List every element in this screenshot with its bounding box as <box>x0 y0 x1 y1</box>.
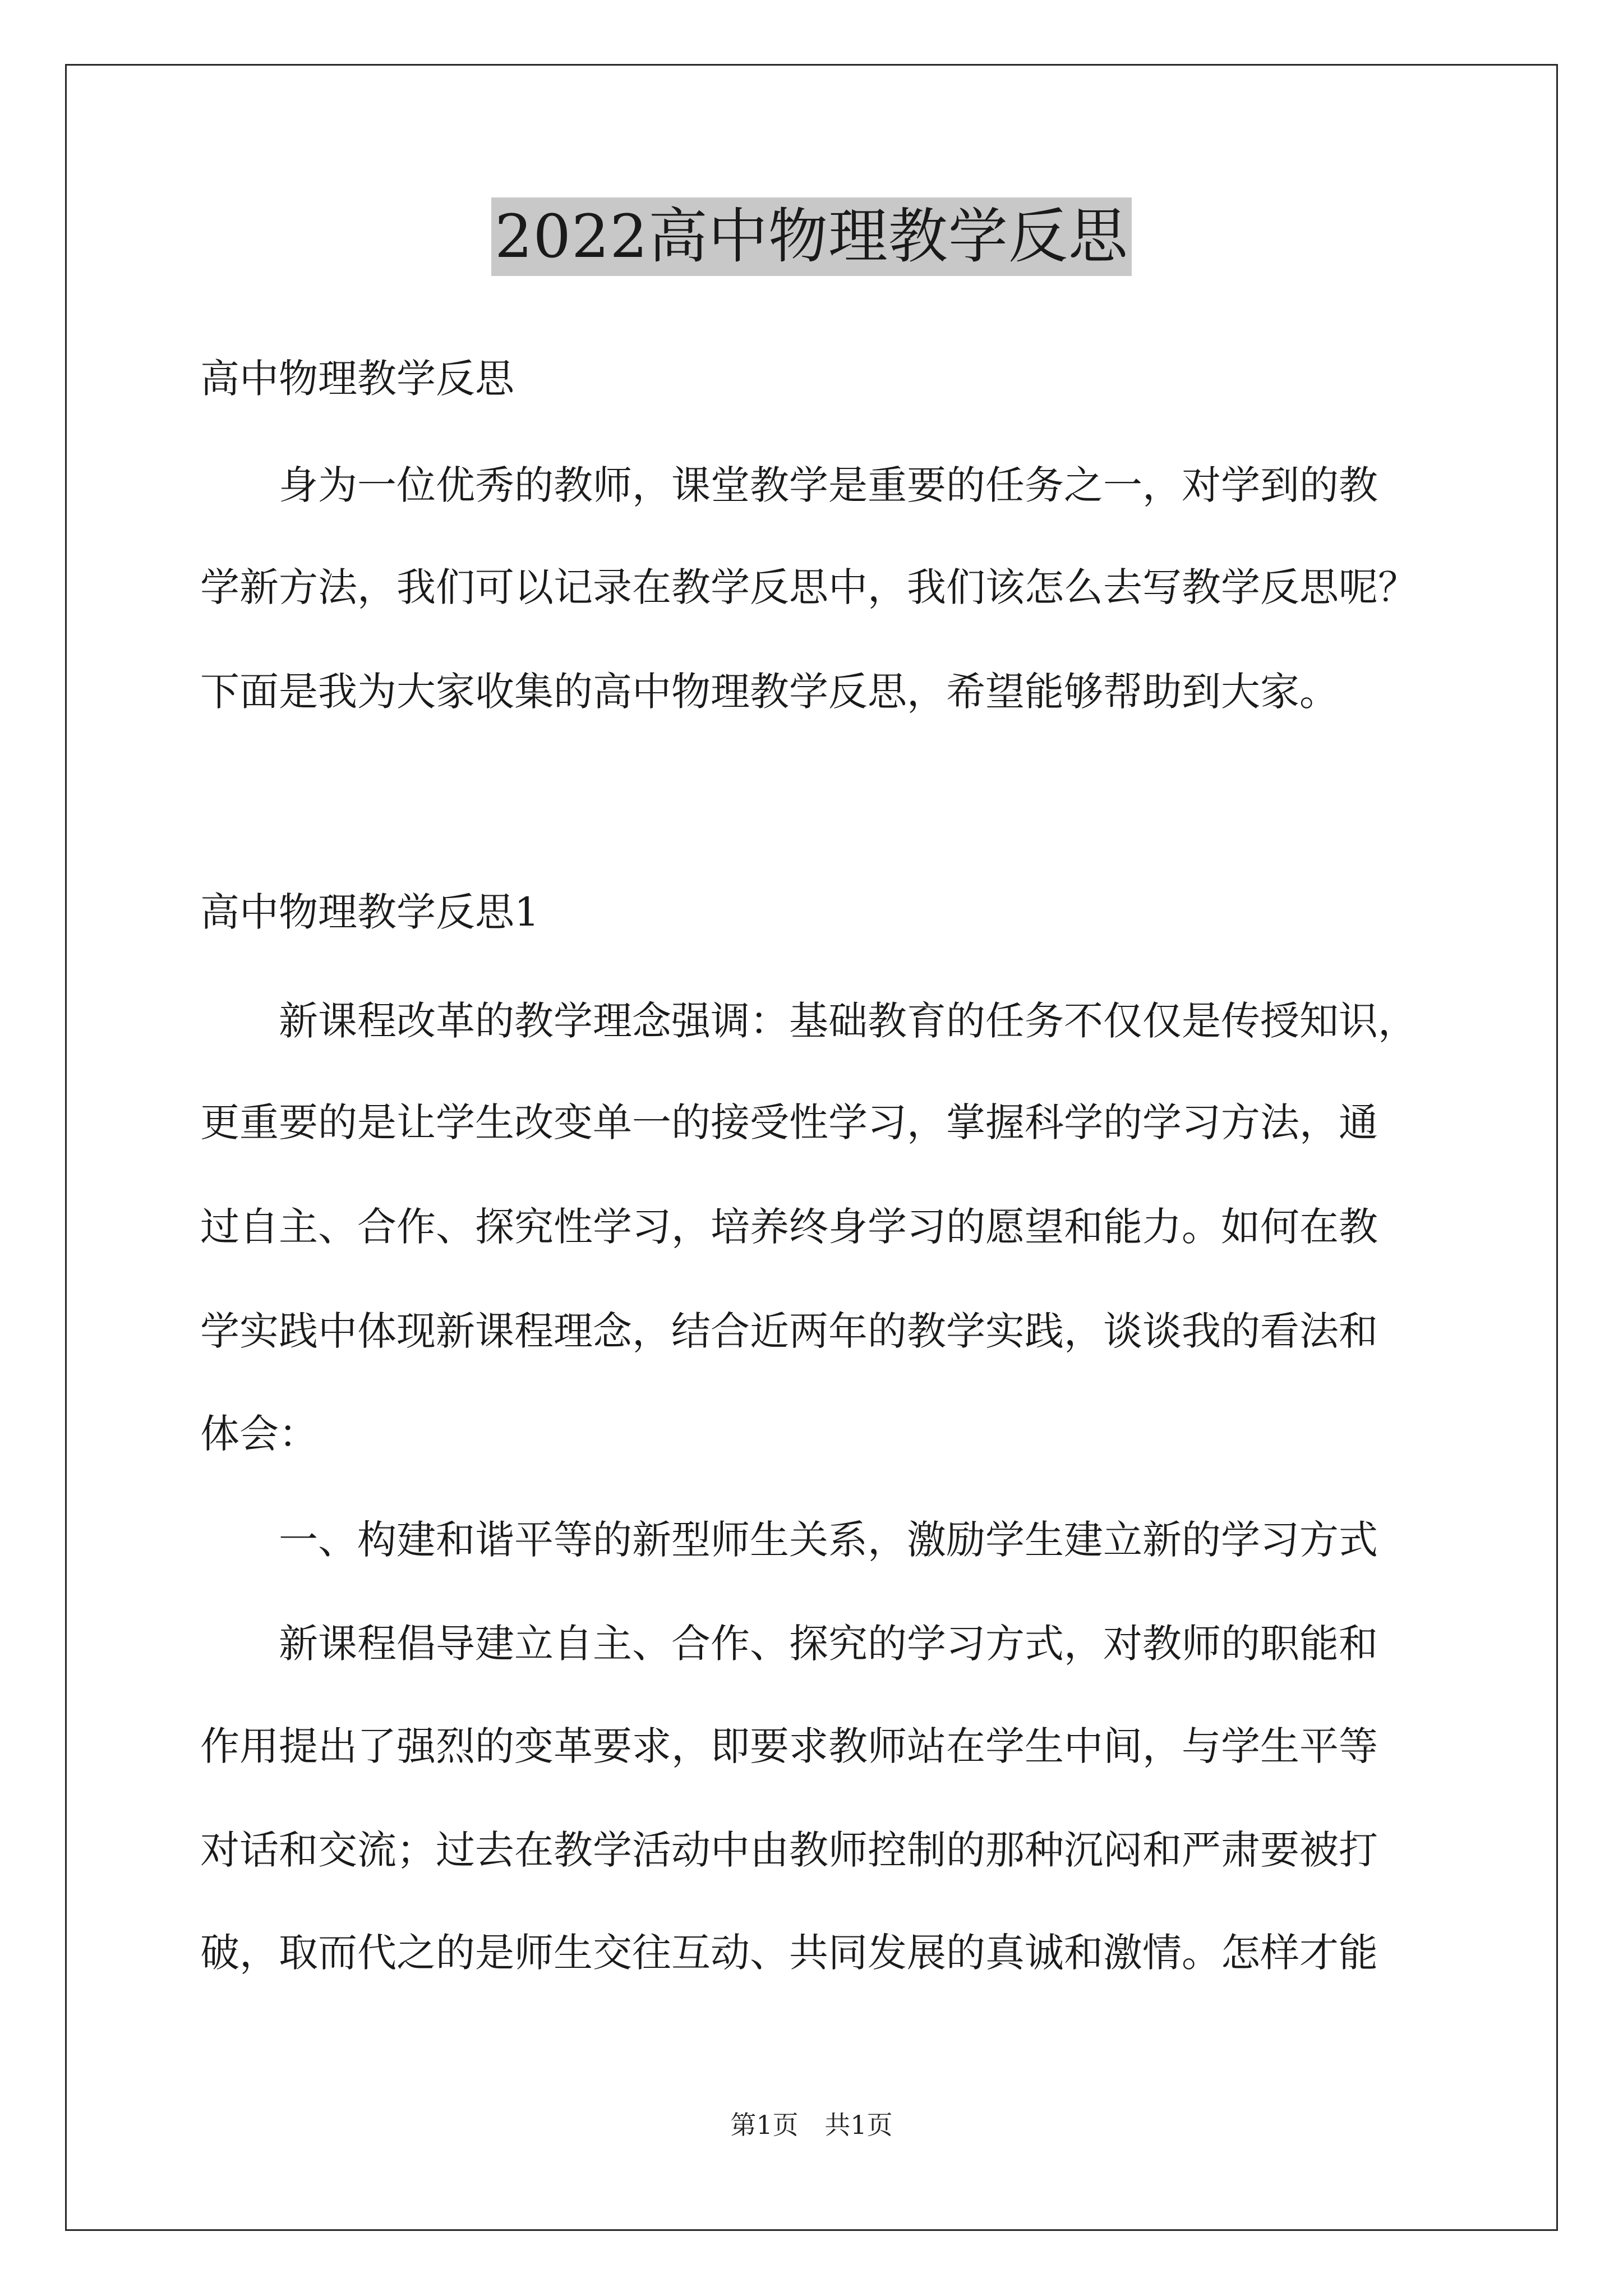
title-container <box>0 197 1623 276</box>
page-footer <box>0 2105 1623 2142</box>
paragraph-line: 学新方法，我们可以记录在教学反思中，我们该怎么去写教学反思呢？ <box>200 564 1417 610</box>
paragraph-line: 过自主、合作、探究性学习，培养终身学习的愿望和能力。如何在教 <box>200 1204 1378 1250</box>
paragraph-line: 身为一位优秀的教师，课堂教学是重要的任务之一，对学到的教 <box>279 462 1378 508</box>
paragraph-line: 学实践中体现新课程理念，结合近两年的教学实践，谈谈我的看法和 <box>200 1308 1378 1354</box>
paragraph-line: 作用提出了强烈的变革要求，即要求教师站在学生中间，与学生平等 <box>200 1723 1378 1769</box>
subsection-heading: 一、构建和谐平等的新型师生关系，激励学生建立新的学习方式 <box>279 1517 1378 1563</box>
paragraph-line: 新课程倡导建立自主、合作、探究的学习方式，对教师的职能和 <box>279 1621 1378 1667</box>
heading-line: 高中物理教学反思 <box>200 356 514 402</box>
paragraph-line: 下面是我为大家收集的高中物理教学反思，希望能够帮助到大家。 <box>200 669 1339 715</box>
paragraph-line: 对话和交流；过去在教学活动中由教师控制的那种沉闷和严肃要被打 <box>200 1827 1378 1873</box>
paragraph-line: 体会： <box>200 1411 318 1457</box>
page-number: 第1页 <box>730 2110 799 2140</box>
paragraph-line: 新课程改革的教学理念强调：基础教育的任务不仅仅是传授知识， <box>279 998 1417 1044</box>
section-heading: 高中物理教学反思1 <box>200 889 540 935</box>
paragraph-line: 破，取而代之的是师生交往互动、共同发展的真诚和激情。怎样才能 <box>200 1930 1378 1976</box>
document-title: 2022高中物理教学反思 <box>491 197 1132 276</box>
page-total: 共1页 <box>824 2110 893 2140</box>
paragraph-line: 更重要的是让学生改变单一的接受性学习，掌握科学的学习方法，通 <box>200 1099 1378 1145</box>
